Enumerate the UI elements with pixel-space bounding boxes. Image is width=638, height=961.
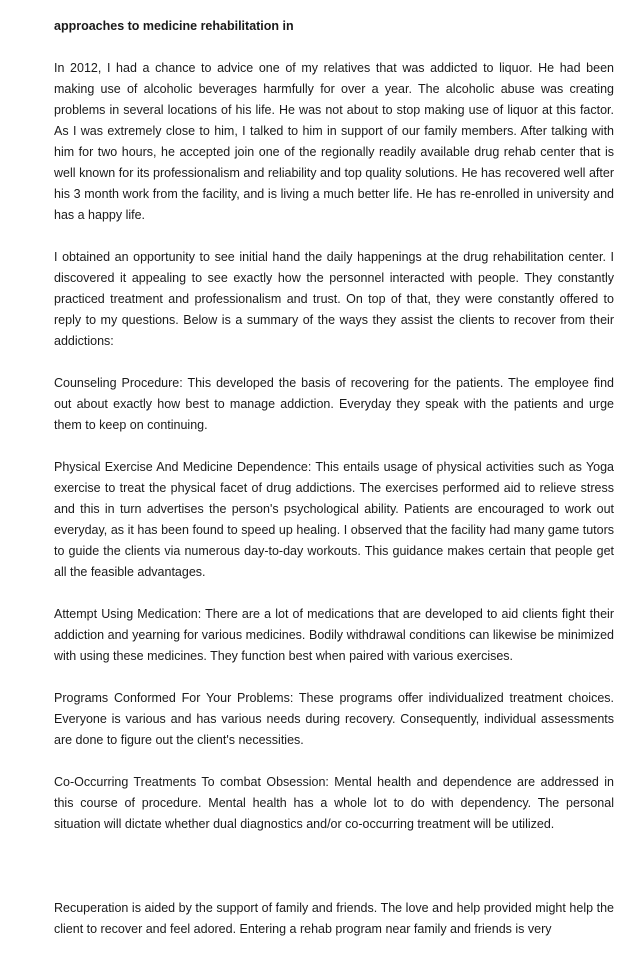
paragraph-observation: I obtained an opportunity to see initial hand the daily happenings at the drug rehabilitation center. I discovered it appealing to see exactly how the personnel interacted with people. They constantly practiced treatment and professionalism and trust. On top of that, they were constantly offered to reply to my questions. Below is a summary of the ways they assist the clients to recover from their addictions:: [54, 250, 614, 348]
paragraph-counseling: Counseling Procedure: This developed the basis of recovering for the patients. The employee find out about exactly how best to manage addiction. Everyday they speak with the patients and urge them to keep on continuing.: [54, 376, 614, 432]
paragraph-intro: In 2012, I had a chance to advice one of my relatives that was addicted to liquor. He had been making use of alcoholic beverages harmfully for over a year. The alcoholic abuse was creating problems in several locations of his life. He was not about to stop making use of liquor at this factor. As I was extremely close to him, I talked to him in support of our family members. After talking with him for two hours, he accepted join one of the regionally readily available drug rehab center that is well known for its professionalism and reliability and top quality solutions. He has recovered well after his 3 month work from the facility, and is living a much better life. He has re-enrolled in university and has a happy life.: [54, 61, 614, 222]
paragraph-co-occurring: Co-Occurring Treatments To combat Obsession: Mental health and dependence are addressed in this course of procedure. Mental health has a whole lot to do with dependency. The personal situation will dictate whether dual diagnostics and/or co-occurring treatment will be utilized.: [54, 775, 614, 831]
document-title: approaches to medicine rehabilitation in: [54, 19, 294, 33]
paragraph-physical-exercise: Physical Exercise And Medicine Dependence: This entails usage of physical activities such as Yoga exercise to treat the physical facet of drug addictions. The exercises performed aid to relieve stress and this in turn advertises the person's psychological ability. Patients are encouraged to work out everyday, as it has been found to speed up healing. I observed that the facility had many game tutors to guide the clients via numerous day-to-day workouts. This guidance makes certain that people get all the feasible advantages.: [54, 460, 614, 579]
paragraph-medication: Attempt Using Medication: There are a lot of medications that are developed to aid clients fight their addiction and yearning for various medicines. Bodily withdrawal conditions can likewise be minimized with using these medicines. They function best when paired with various exercises.: [54, 607, 614, 663]
paragraph-programs: Programs Conformed For Your Problems: These programs offer individualized treatment choices. Everyone is various and has various needs during recovery. Consequently, individual assessments are done to figure out the client's necessities.: [54, 691, 614, 747]
document-page: [54, 16, 614, 961]
section-gap: [54, 856, 614, 898]
paragraph-recuperation: Recuperation is aided by the support of family and friends. The love and help provided might help the client to recover and feel adored. Entering a rehab program near family and friends is very: [54, 901, 614, 936]
